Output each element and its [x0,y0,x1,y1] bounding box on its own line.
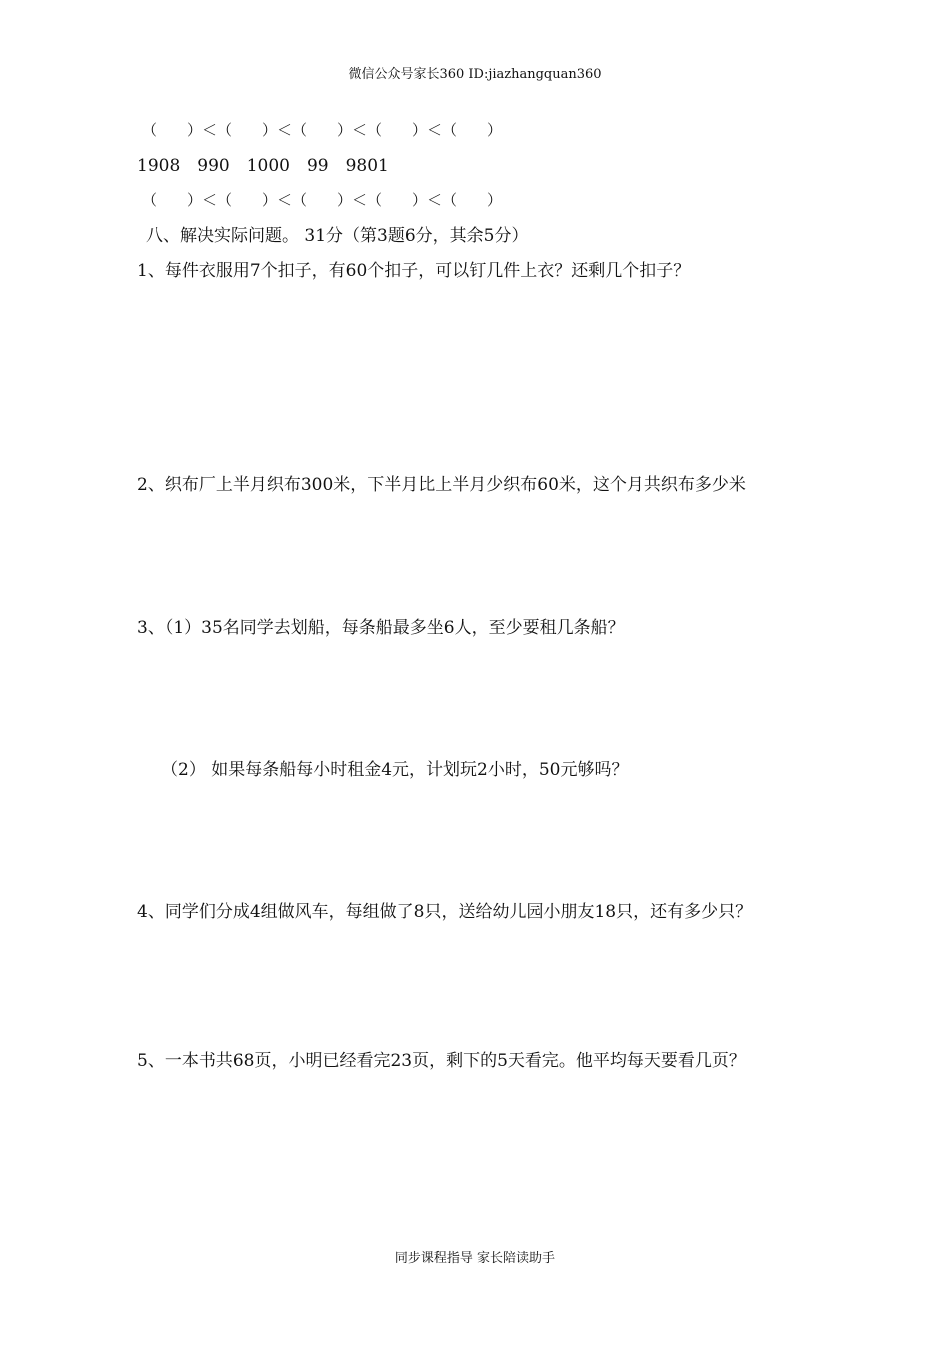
question-2: 2、织布厂上半月织布300米，下半月比上半月少织布60米，这个月共织布多少米 [137,475,746,495]
ordering-blanks-row-2: （ ）＜（ ）＜（ ）＜（ ）＜（ ） [142,191,503,209]
question-4: 4、同学们分成4组做风车，每组做了8只，送给幼儿园小朋友18只，还有多少只？ [137,902,753,922]
ordering-blanks-row-1: （ ）＜（ ）＜（ ）＜（ ）＜（ ） [142,121,503,139]
question-5: 5、一本书共68页，小明已经看完23页，剩下的5天看完。他平均每天要看几页？ [137,1051,746,1071]
question-3-part-2: （2） 如果每条船每小时租金4元，计划玩2小时，50元够吗？ [161,760,629,780]
section-8-title: 八、解决实际问题。 31分（第3题6分，其余5分） [146,226,529,246]
ordering-numbers-row: 1908 990 1000 99 9801 [137,156,389,176]
page-header: 微信公众号家长360 ID:jiazhangquan360 [348,67,602,82]
page-footer: 同步课程指导 家长陪读助手 [394,1251,556,1266]
question-1: 1、每件衣服用7个扣子，有60个扣子，可以钉几件上衣？还剩几个扣子？ [137,261,691,281]
question-3-part-1: 3、（1）35名同学去划船，每条船最多坐6人，至少要租几条船？ [137,618,625,638]
